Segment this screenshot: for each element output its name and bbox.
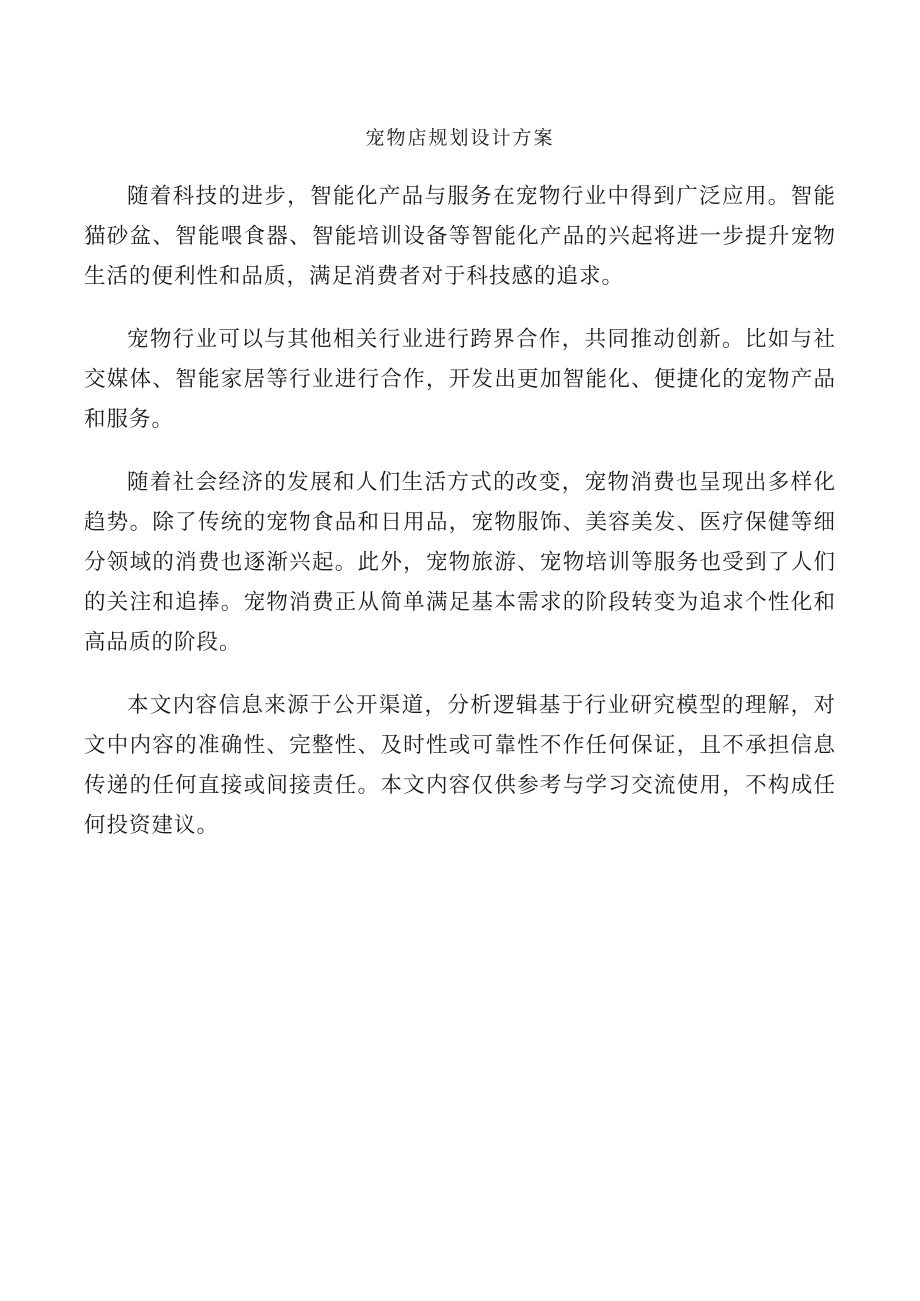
document-title: 宠物店规划设计方案 [365, 127, 555, 149]
paragraph-disclaimer: 本文内容信息来源于公开渠道，分析逻辑基于行业研究模型的理解，对文中内容的准确性、完整性、及时性或可靠性不作任何保证，且不承担信息传递的任何直接或间接责任。本文内容仅供参考与学习交流使用，不构成任何投资建议。 [84, 693, 836, 838]
document-body [84, 177, 836, 869]
paragraph-tech-trend: 随着科技的进步，智能化产品与服务在宠物行业中得到广泛应用。智能猫砂盆、智能喂食器、智能培训设备等智能化产品的兴起将进一步提升宠物生活的便利性和品质，满足消费者对于科技感的追求。 [84, 184, 836, 289]
paragraph-consumption-diversity: 随着社会经济的发展和人们生活方式的改变，宠物消费也呈现出多样化趋势。除了传统的宠物食品和日用品，宠物服饰、美容美发、医疗保健等细分领域的消费也逐渐兴起。此外，宠物旅游、宠物培训等服务也受到了人们的关注和追捧。宠物消费正从简单满足基本需求的阶段转变为追求个性化和高品质的阶段。 [84, 470, 836, 655]
paragraph-cross-industry: 宠物行业可以与其他相关行业进行跨界合作，共同推动创新。比如与社交媒体、智能家居等行业进行合作，开发出更加智能化、便捷化的宠物产品和服务。 [84, 327, 836, 432]
